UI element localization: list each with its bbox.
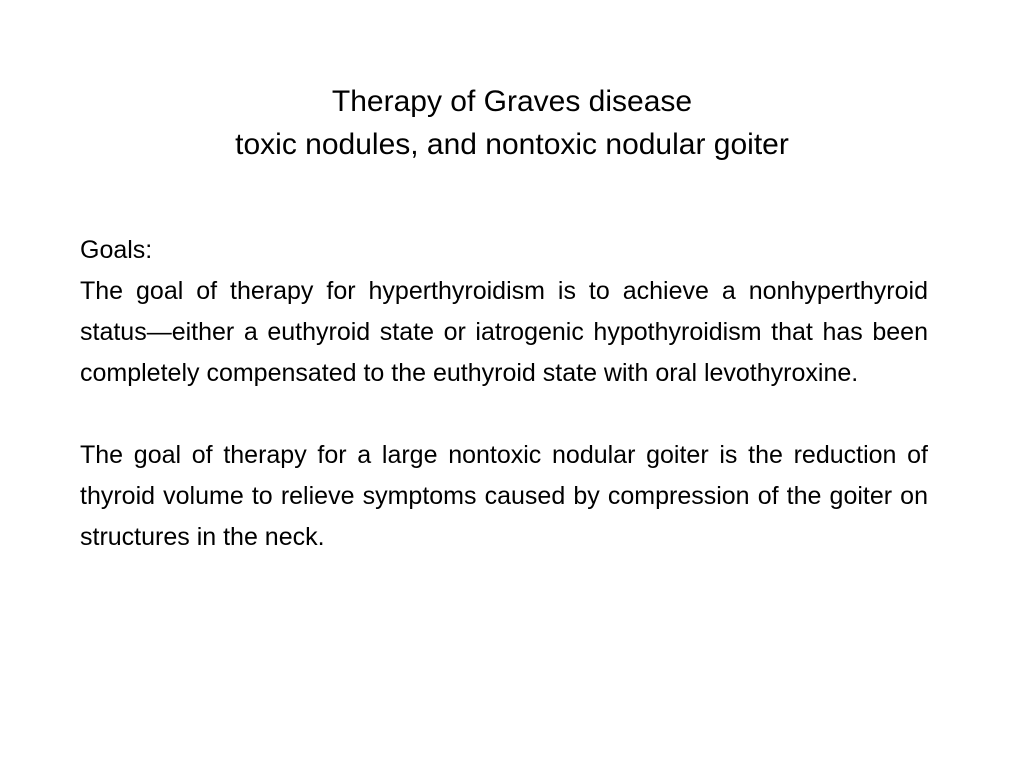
goals-heading: Goals: [80, 236, 153, 264]
slide-title [80, 80, 944, 166]
title-line-1: Therapy of Graves disease [331, 85, 693, 118]
paragraph-spacer [80, 394, 928, 435]
slide-body [80, 230, 928, 558]
paragraph-goiter-goal: The goal of therapy for a large nontoxic nodular goiter is the reduction of thyroid volume to relieve symptoms caused by compression of the goiter on structures in the neck. [80, 441, 928, 551]
title-line-2: toxic nodules, and nontoxic nodular goiter [235, 128, 789, 161]
paragraph-hyperthyroidism-goal: The goal of therapy for hyperthyroidism is to achieve a nonhyperthyroid status—either a euthyroid state or iatrogenic hypothyroidism that has been completely compensated to the euthyroid state with oral levothyroxine. [80, 277, 928, 387]
